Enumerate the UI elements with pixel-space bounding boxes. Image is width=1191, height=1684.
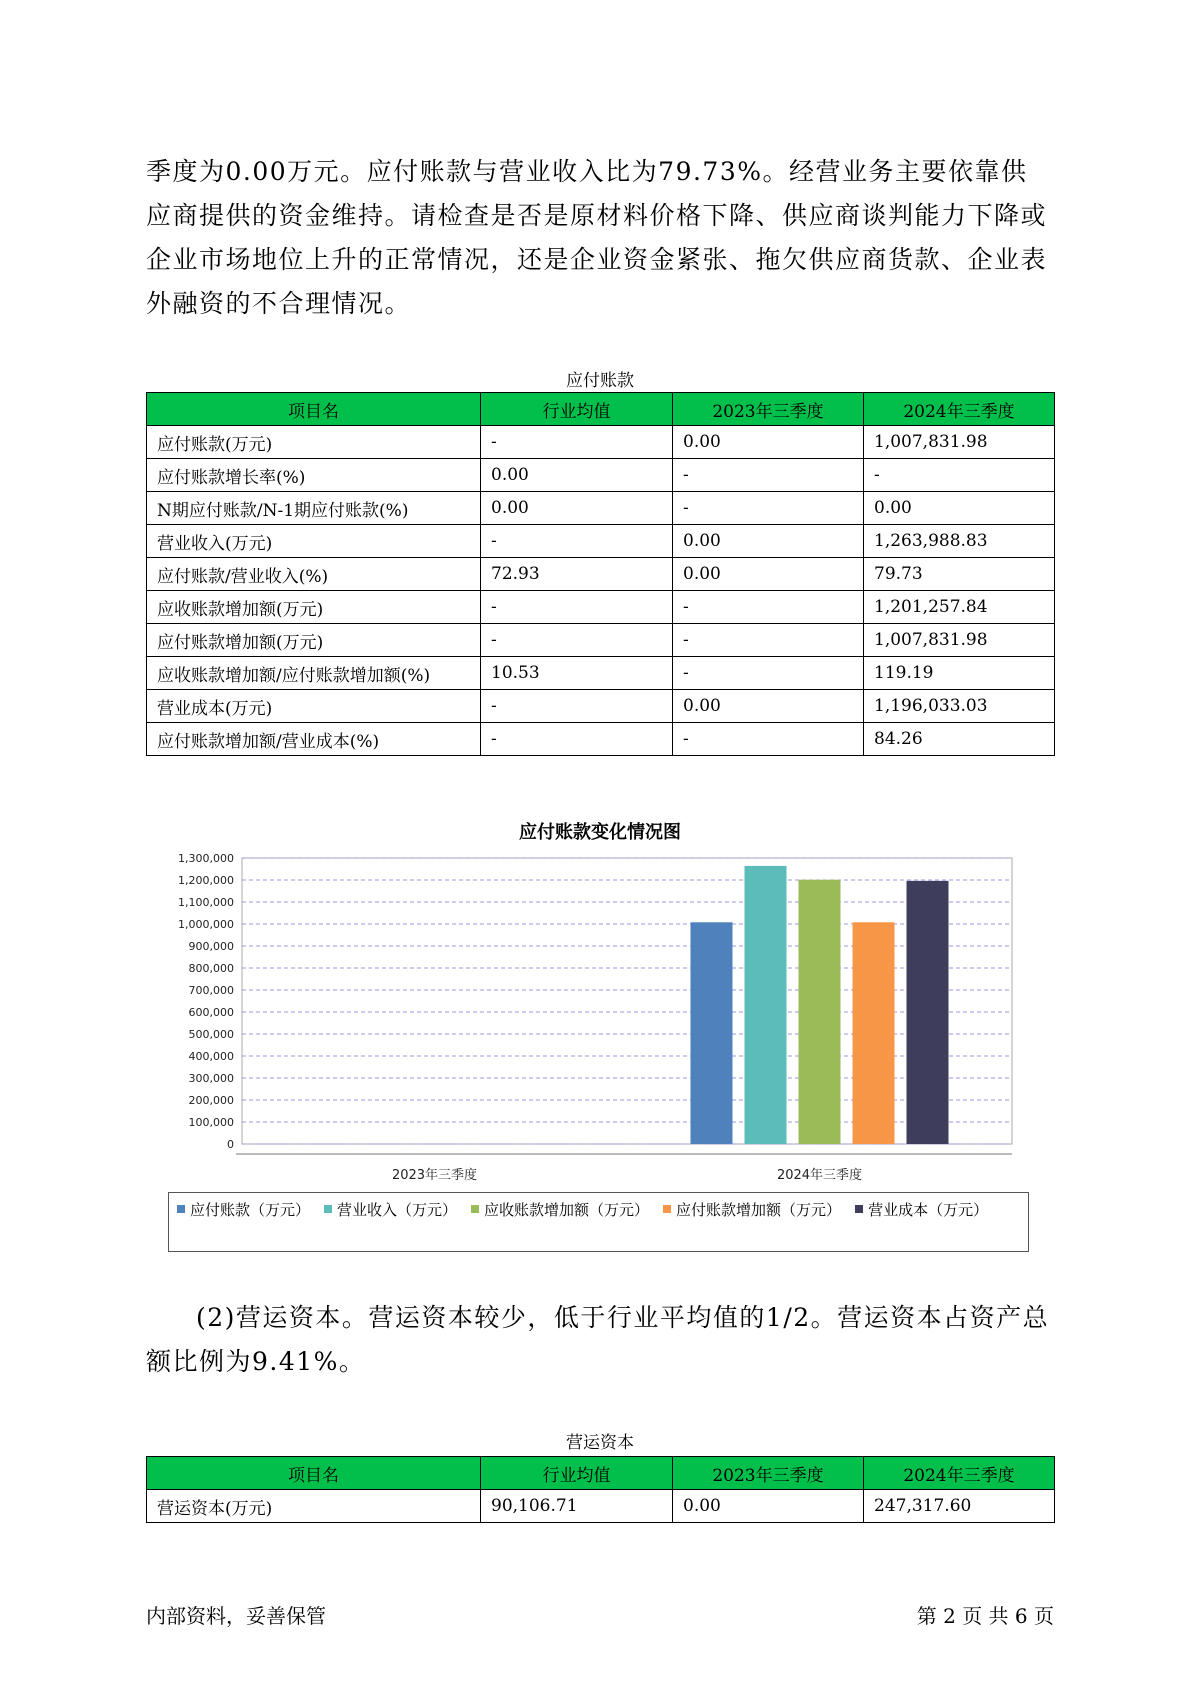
legend-swatch (855, 1205, 863, 1213)
table-cell: 0.00 (481, 492, 673, 525)
y-tick-label: 0 (227, 1138, 234, 1151)
y-tick-label: 200,000 (188, 1094, 234, 1107)
table-cell: - (673, 624, 864, 657)
table-cell: 0.00 (864, 492, 1055, 525)
y-tick-label: 1,200,000 (178, 874, 234, 887)
chart-legend (168, 1192, 1029, 1252)
y-tick-label: 400,000 (188, 1050, 234, 1063)
header-item-name: 项目名 (147, 393, 481, 426)
header-2024-q3: 2024年三季度 (864, 1457, 1055, 1490)
table-cell: 1,007,831.98 (864, 426, 1055, 459)
table-cell: - (481, 723, 673, 756)
y-tick-label: 600,000 (188, 1006, 234, 1019)
table-cell: 营运资本(万元) (147, 1490, 481, 1523)
y-tick-label: 100,000 (188, 1116, 234, 1129)
y-tick-label: 1,100,000 (178, 896, 234, 909)
table-cell: 0.00 (673, 690, 864, 723)
table-cell: 90,106.71 (481, 1490, 673, 1523)
table-cell: 营业成本(万元) (147, 690, 481, 723)
legend-item (471, 1196, 649, 1222)
table-cell: 1,263,988.83 (864, 525, 1055, 558)
footer-confidential-note: 内部资料，妥善保管 (146, 1604, 326, 1628)
plot-frame (242, 858, 1012, 1144)
y-tick-label: 900,000 (188, 940, 234, 953)
header-2023-q3: 2023年三季度 (673, 393, 864, 426)
table-cell: 应付账款增长率(%) (147, 459, 481, 492)
table-cell: 应付账款增加额(万元) (147, 624, 481, 657)
table-cell: 营业收入(万元) (147, 525, 481, 558)
table-cell: 应付账款增加额/营业成本(%) (147, 723, 481, 756)
legend-item (324, 1196, 457, 1222)
y-tick-label: 1,300,000 (178, 852, 234, 865)
legend-item (177, 1196, 310, 1222)
x-category-label: 2024年三季度 (776, 1168, 863, 1183)
body-paragraph-2: (2)营运资本。营运资本较少，低于行业平均值的1/2。营运资本占资产总额比例为9.41%。 (146, 1303, 1050, 1376)
table-cell: 1,007,831.98 (864, 624, 1055, 657)
y-tick-label: 800,000 (188, 962, 234, 975)
table-cell: 79.73 (864, 558, 1055, 591)
legend-label: 营业收入（万元） (337, 1200, 458, 1219)
table-cell: 84.26 (864, 723, 1055, 756)
header-item-name: 项目名 (147, 1457, 481, 1490)
table-row (147, 1490, 1055, 1523)
header-2023-q3: 2023年三季度 (673, 1457, 864, 1490)
table-cell: - (481, 591, 673, 624)
table-cell: - (481, 426, 673, 459)
header-2024-q3: 2024年三季度 (864, 393, 1055, 426)
table-cell: 247,317.60 (864, 1490, 1055, 1523)
table-cell: 72.93 (481, 558, 673, 591)
table-cell: - (673, 591, 864, 624)
table-cell: 1,196,033.03 (864, 690, 1055, 723)
legend-swatch (471, 1205, 479, 1213)
y-tick-label: 700,000 (188, 984, 234, 997)
table-cell: 应收账款增加额(万元) (147, 591, 481, 624)
bar-5-2 (907, 881, 949, 1144)
legend-swatch (177, 1205, 185, 1213)
table-cell: - (481, 624, 673, 657)
bar-1-2 (691, 922, 733, 1144)
y-tick-label: 300,000 (188, 1072, 234, 1085)
table-cell: 0.00 (673, 558, 864, 591)
legend-swatch (663, 1205, 671, 1213)
legend-item (855, 1196, 988, 1222)
table-cell: 应付账款/营业收入(%) (147, 558, 481, 591)
y-tick-label: 500,000 (188, 1028, 234, 1041)
table-cell: - (673, 492, 864, 525)
legend-label: 应收账款增加额（万元） (484, 1200, 650, 1219)
table-cell: - (673, 657, 864, 690)
x-category-label: 2023年三季度 (391, 1168, 478, 1183)
table-cell: 10.53 (481, 657, 673, 690)
table-cell: - (673, 459, 864, 492)
legend-label: 应付账款（万元） (190, 1200, 311, 1219)
legend-label: 应付账款增加额（万元） (676, 1200, 842, 1219)
table-cell: 0.00 (673, 1490, 864, 1523)
footer-page-number: 第 2 页 共 6 页 (916, 1604, 1054, 1628)
working-capital-table (146, 1456, 1055, 1523)
bar-2-2 (745, 866, 787, 1144)
table-cell: - (481, 525, 673, 558)
table-header-row (147, 1457, 1055, 1490)
y-tick-label: 1,000,000 (178, 918, 234, 931)
table-cell: 应收账款增加额/应付账款增加额(%) (147, 657, 481, 690)
legend-swatch (324, 1205, 332, 1213)
bar-3-2 (799, 880, 841, 1144)
table-cell: 1,201,257.84 (864, 591, 1055, 624)
legend-label: 营业成本（万元） (868, 1200, 989, 1219)
table-cell: 应付账款(万元) (147, 426, 481, 459)
table-cell: 119.19 (864, 657, 1055, 690)
table-cell: 0.00 (673, 426, 864, 459)
chart-title: 应付账款变化情况图 (519, 822, 681, 843)
table-cell: N期应付账款/N-1期应付账款(%) (147, 492, 481, 525)
table-caption-accounts-payable: 应付账款 (566, 371, 634, 391)
table-cell: - (673, 723, 864, 756)
table-cell: 0.00 (481, 459, 673, 492)
table-cell: - (864, 459, 1055, 492)
table-cell: - (481, 690, 673, 723)
header-industry-average: 行业均值 (481, 393, 673, 426)
table-caption-working-capital: 营运资本 (566, 1433, 634, 1453)
bar-4-2 (853, 922, 895, 1144)
legend-item (663, 1196, 841, 1222)
table-cell: 0.00 (673, 525, 864, 558)
body-paragraph-1: 季度为0.00万元。应付账款与营业收入比为79.73%。经营业务主要依靠供应商提供的资金维持。请检查是否是原材料价格下降、供应商谈判能力下降或企业市场地位上升的正常情况，还是企业资金紧张、拖欠供应商货款、企业表外融资的不合理情况。 (146, 157, 1048, 318)
header-industry-average: 行业均值 (481, 1457, 673, 1490)
